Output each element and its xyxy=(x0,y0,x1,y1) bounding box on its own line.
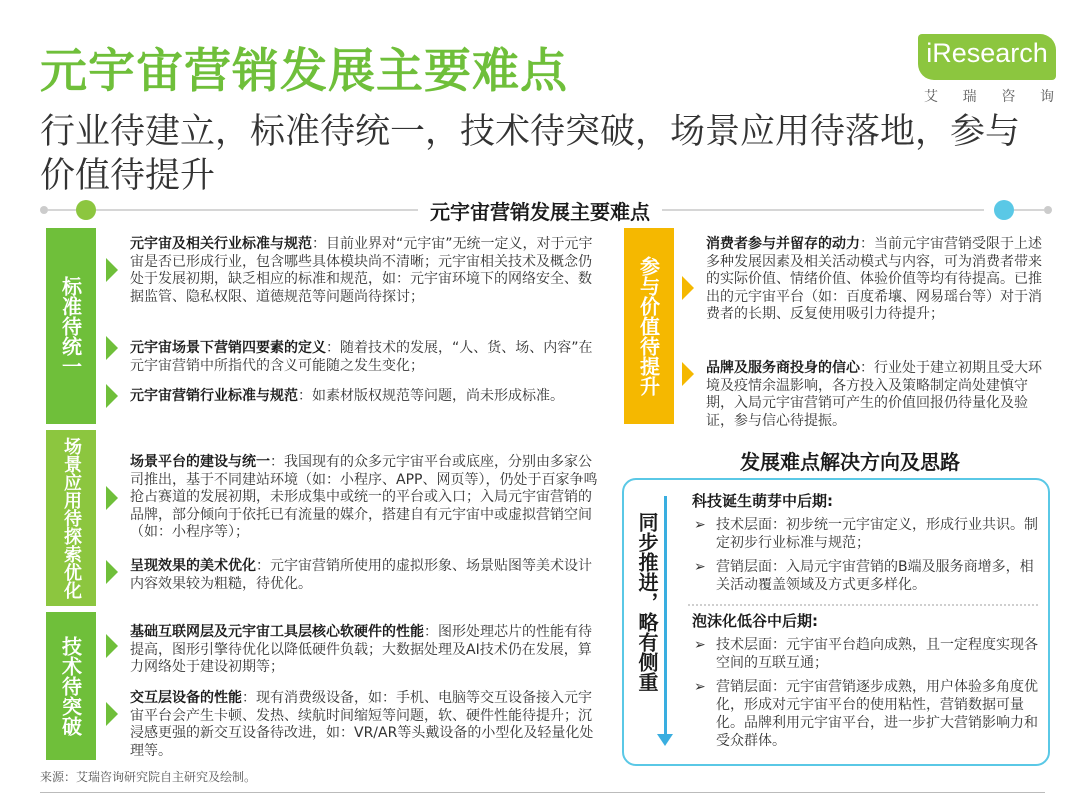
difficulty-item: 元宇宙及相关行业标准与规范：目前业界对“元宇宙”无统一定义，对于元宇宙是否已形成行业，包含哪些具体模块尚不清晰；元宇宙相关技术及概念仍处于发展初期，缺乏相应的标准和规范，如：元宇宙环境下的网络安全、数据监管、隐私权限、道德规范等问题尚待探讨； xyxy=(130,236,593,305)
solution-bullet: ➢ 营销层面：元宇宙营销逐步成熟，用户体验多角度优化，形成对元宇宙平台的使用粘性，营销数据可量化。品牌利用元宇宙平台，进一步扩大营销影响力和受众群体。 xyxy=(694,679,1038,749)
difficulty-item: 基础互联网层及元宇宙工具层核心软硬件的性能：图形处理芯片的性能有待提高，图形引擎待优化以降低硬件负载；大数据处理及AI技术仍在发展，算力网络处于建设初期等； xyxy=(130,624,592,675)
chevron-right-icon: ➢ xyxy=(694,559,706,575)
arrow-icon xyxy=(106,486,118,510)
difficulty-item: 场景平台的建设与统一：我国现有的众多元宇宙平台或底座，分别由多家公司推出，基于不同建站环境（如：小程序、APP、网页等），仍处于百家争鸣抢占赛道的发展初期，未形成集中或统一的平台或入口；入局元宇宙营销的品牌，部分倾向于依托已有流量的媒介，搭建自有元宇宙中或虚拟营销空间（如：小程序等）； xyxy=(130,454,598,540)
logo-sub-char: 咨 xyxy=(1001,89,1016,105)
down-arrow-icon xyxy=(664,496,667,736)
difficulty-item: 元宇宙营销行业标准与规范：如素材版权规范等问题，尚未形成标准。 xyxy=(130,388,564,404)
solution-bullet: ➢ 技术层面：元宇宙平台趋向成熟，且一定程度实现各空间的互联互通； xyxy=(694,637,1038,671)
iresearch-logo xyxy=(918,34,1056,80)
chevron-right-icon: ➢ xyxy=(694,637,706,653)
arrow-icon xyxy=(106,258,118,282)
arrow-icon xyxy=(106,336,118,360)
arrow-icon xyxy=(106,384,118,408)
difficulty-item: 呈现效果的美术优化：元宇宙营销所使用的虚拟形象、场景贴图等美术设计内容效果较为粗糙，待优化。 xyxy=(130,558,592,592)
difficulty-item: 交互层设备的性能：现有消费级设备，如：手机、电脑等交互设备接入元宇宙平台会产生卡顿、发热、续航时间缩短等问题，软、硬件性能待提升；沉浸感更强的新交互设备待改进，如：VR/AR等头戴设备的小型化及轻量化处理等。 xyxy=(130,690,594,759)
divider xyxy=(688,604,1038,606)
difficulty-item: 元宇宙场景下营销四要素的定义：随着技术的发展，“人、货、场、内容”在元宇宙营销中所指代的含义可能随之发生变化； xyxy=(130,340,593,374)
section-title: 元宇宙营销发展主要难点 xyxy=(0,196,1080,225)
solution-bullet: ➢ 技术层面：初步统一元宇宙定义，形成行业共识。制定初步行业标准与规范； xyxy=(694,517,1038,551)
logo-text: iResearch xyxy=(926,38,1048,68)
arrow-icon xyxy=(106,702,118,726)
logo-sub-char: 瑞 xyxy=(962,89,977,105)
logo-sub-char: 询 xyxy=(1039,89,1054,105)
arrow-icon xyxy=(106,634,118,658)
source-note: 来源：艾瑞咨询研究院自主研究及绘制。 xyxy=(40,770,257,784)
sync-label: 同步推进，略有侧重 xyxy=(635,512,659,692)
solutions-title: 发展难点解决方向及思路 xyxy=(740,450,960,474)
category-label-scene: 场景应用待探索优化 xyxy=(46,430,96,606)
page-title: 元宇宙营销发展主要难点 xyxy=(40,44,568,99)
chevron-right-icon: ➢ xyxy=(694,679,706,695)
solution-phase-heading: 泡沫化低谷中后期: xyxy=(692,612,818,630)
logo-sub-char: 艾 xyxy=(924,89,938,105)
arrow-icon xyxy=(682,362,694,386)
footer-divider xyxy=(40,792,1045,793)
category-label-tech: 技术待突破 xyxy=(46,612,96,760)
arrow-icon xyxy=(106,560,118,584)
down-arrow-head-icon xyxy=(657,734,673,746)
arrow-icon xyxy=(682,276,694,300)
category-label-standard: 标准待统一 xyxy=(46,228,96,424)
difficulty-item: 消费者参与并留存的动力：当前元宇宙营销受限于上述多种发展因素及相关活动模式与内容，可为消费者带来的实际价值、情绪价值、体验价值等均有待提高。已推出的元宇宙平台（如：百度希壤、网易瑶台等）对于消费者的长期、反复使用吸引力待提升； xyxy=(706,236,1042,322)
difficulty-item: 品牌及服务商投身的信心：行业处于建立初期且受大环境及疫情余温影响，各方投入及策略制定尚处建慎守期，入局元宇宙营销可产生的价值回报仍待量化及验证，参与信心待提振。 xyxy=(706,360,1042,429)
solution-bullet: ➢ 营销层面：入局元宇宙营销的B端及服务商增多，相关活动覆盖领域及方式更多样化。 xyxy=(694,559,1034,593)
chevron-right-icon: ➢ xyxy=(694,517,706,533)
solution-phase-heading: 科技诞生萌芽中后期: xyxy=(692,492,833,510)
page-subtitle: 行业待建立，标准待统一，技术待突破，场景应用待落地，参与价值待提升 xyxy=(40,112,1021,196)
category-label-value: 参与价值待提升 xyxy=(624,228,674,424)
logo-subtitle xyxy=(920,86,1058,106)
